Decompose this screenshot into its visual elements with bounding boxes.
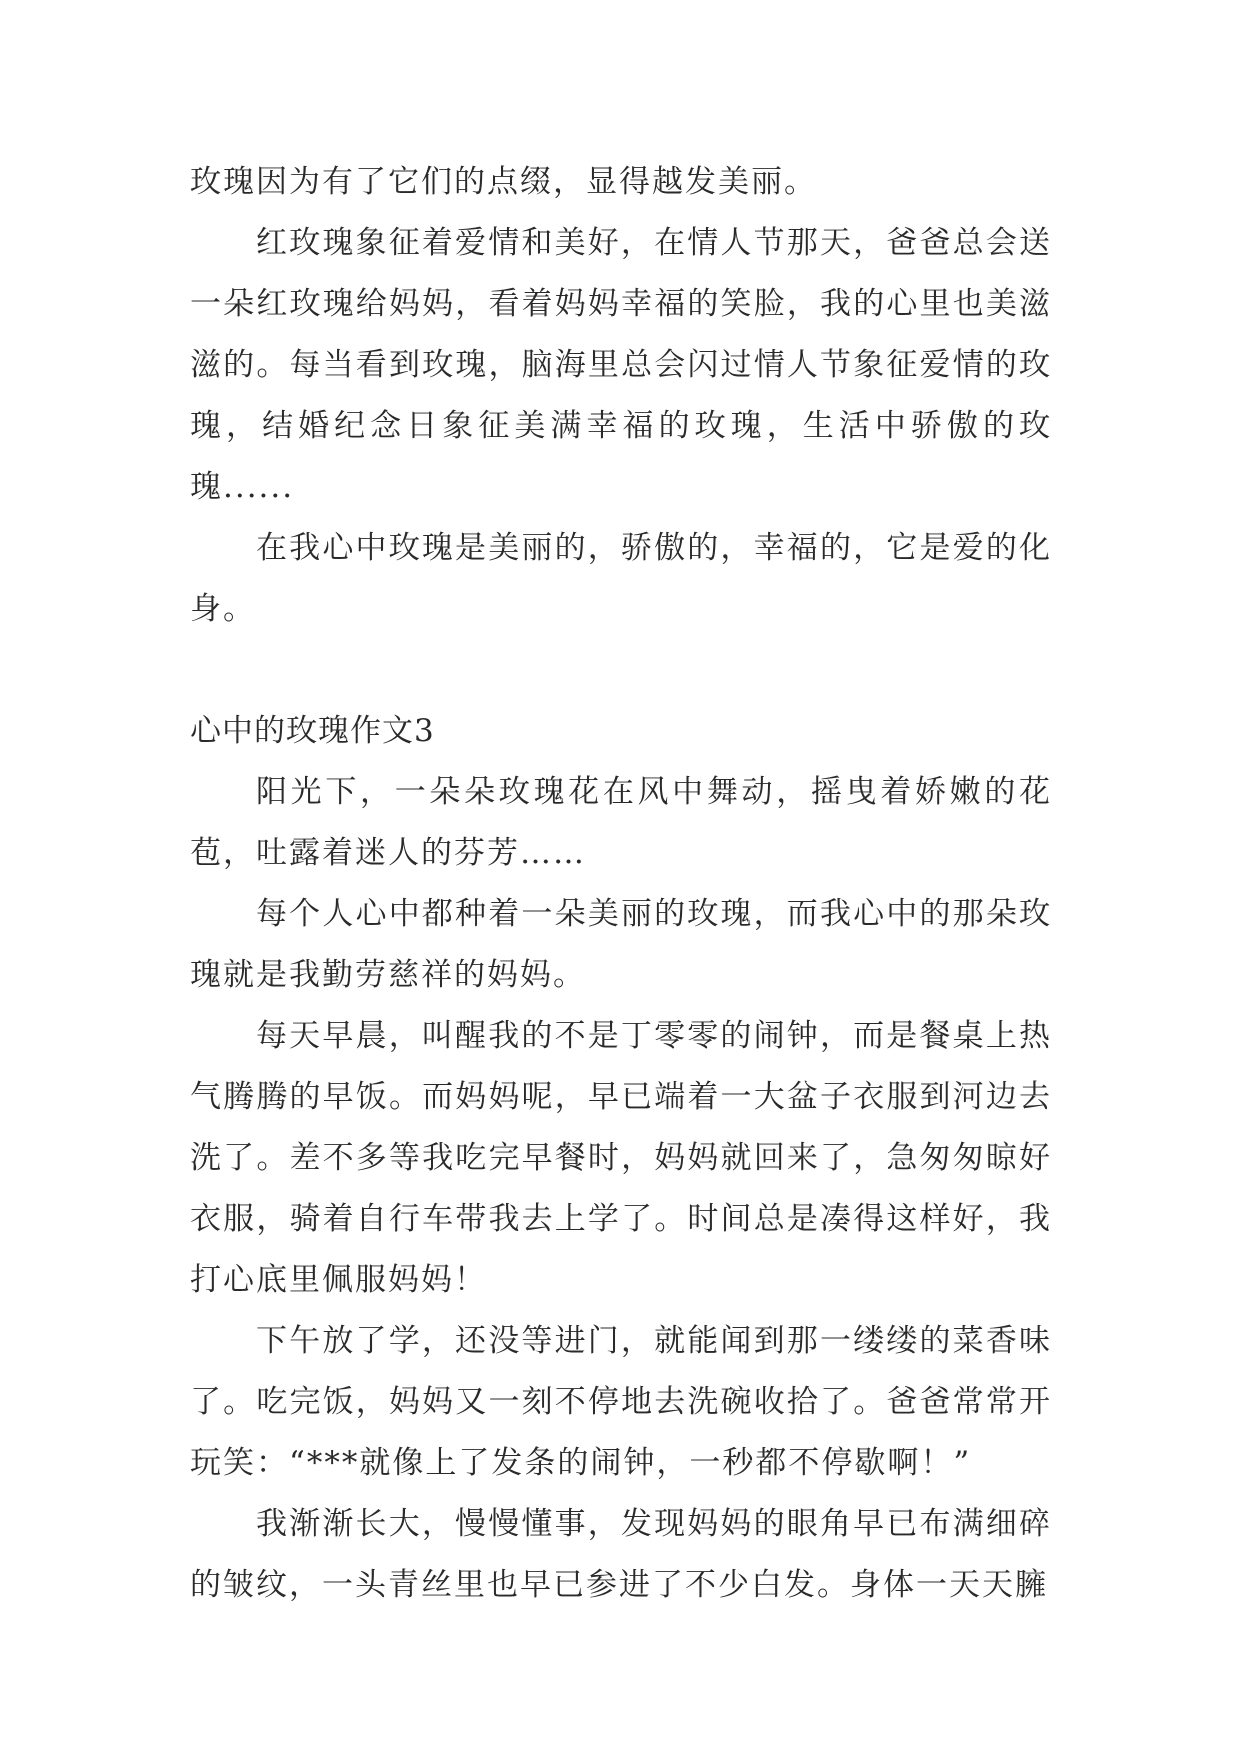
paragraph-3: 在我心中玫瑰是美丽的，骄傲的，幸福的，它是爱的化身。: [190, 530, 1052, 627]
paragraph-5: 每个人心中都种着一朵美丽的玫瑰，而我心中的那朵玫瑰就是我勤劳慈祥的妈妈。: [190, 896, 1052, 993]
section-spacer: [190, 640, 1052, 701]
paragraph-6: 每天早晨，叫醒我的不是丁零零的闹钟，而是餐桌上热气腾腾的早饭。而妈妈呢，早已端着一大盆子衣服到河边去洗了。差不多等我吃完早餐时，妈妈就回来了，急匆匆晾好衣服，骑着自行车带我去上学了。时间总是凑得这样好，我打心底里佩服妈妈！: [190, 1018, 1052, 1298]
paragraph-8: 我渐渐长大，慢慢懂事，发现妈妈的眼角早已布满细碎的皱纹，一头青丝里也早已参进了不少白发。身体一天天臃: [190, 1506, 1052, 1603]
section-title: 心中的玫瑰作文3: [190, 713, 435, 749]
paragraph-4: 阳光下，一朵朵玫瑰花在风中舞动，摇曳着娇嫩的花苞，吐露着迷人的芬芳……: [190, 774, 1052, 871]
paragraph-7: 下午放了学，还没等进门，就能闻到那一缕缕的菜香味了。吃完饭，妈妈又一刻不停地去洗碗收拾了。爸爸常常开玩笑：“***就像上了发条的闹钟，一秒都不停歇啊！”: [190, 1323, 1052, 1481]
paragraph-1: 玫瑰因为有了它们的点缀，显得越发美丽。: [190, 164, 817, 200]
paragraph-2: 红玫瑰象征着爱情和美好，在情人节那天，爸爸总会送一朵红玫瑰给妈妈，看着妈妈幸福的笑脸，我的心里也美滋滋的。每当看到玫瑰，脑海里总会闪过情人节象征爱情的玫瑰，结婚纪念日象征美满幸福的玫瑰，生活中骄傲的玫瑰......: [190, 225, 1052, 505]
document-body: [190, 152, 1052, 1616]
